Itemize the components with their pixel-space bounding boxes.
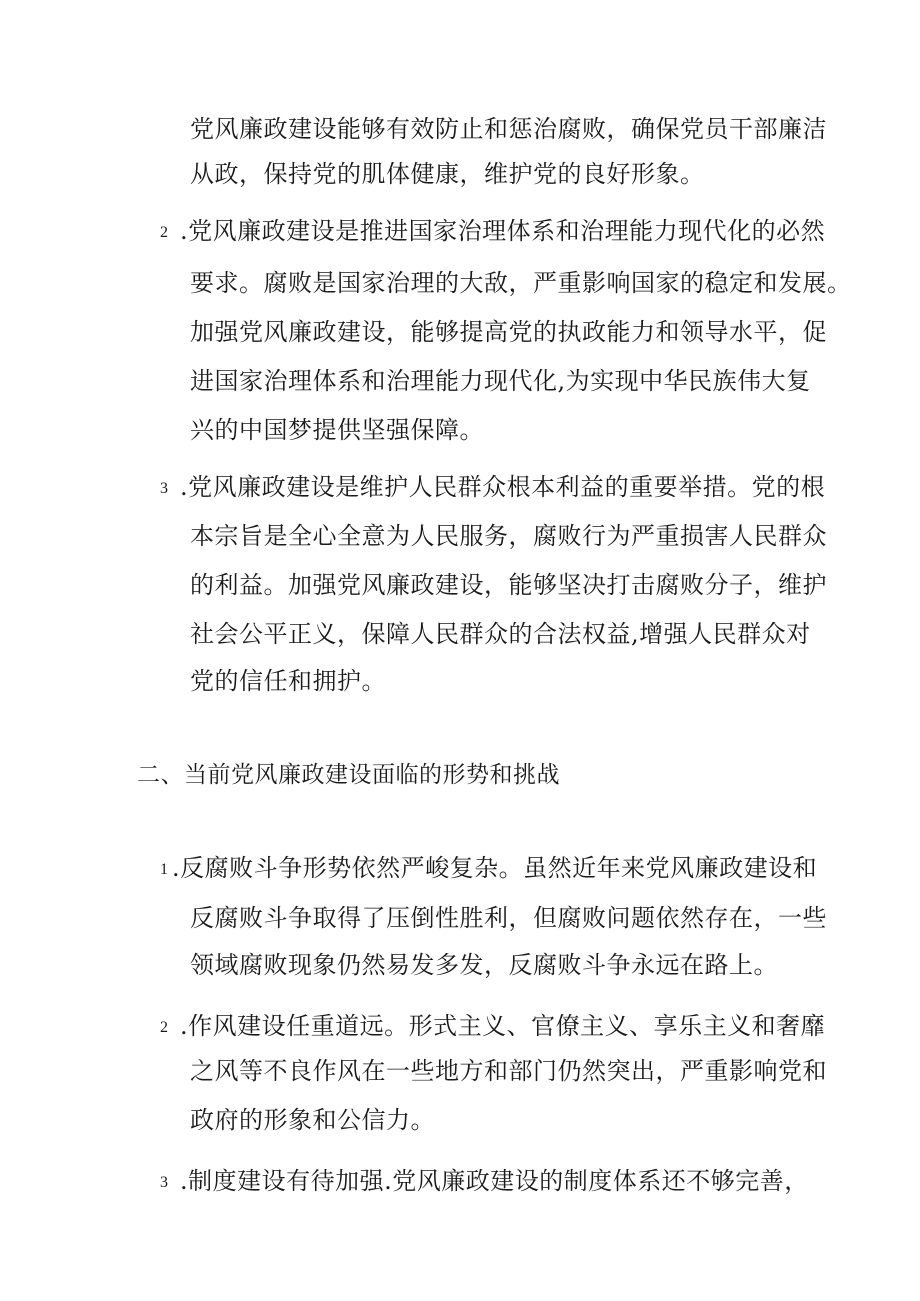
text-line: 之风等不良作风在一些地方和部门仍然突出，严重影响党和	[190, 1057, 827, 1085]
section-heading: 二、当前党风廉政建设面临的形势和挑战	[137, 762, 560, 788]
item-number: 3	[160, 480, 168, 497]
text-line: 党的信任和拥护。	[190, 667, 386, 695]
text-line: 党风廉政建设能够有效防止和惩治腐败，确保党员干部廉洁	[190, 115, 827, 143]
text-line: 从政，保持党的肌体健康，维护党的良好形象。	[190, 160, 705, 188]
text-line: 反腐败斗争取得了压倒性胜利，但腐败问题依然存在，一些	[190, 904, 827, 932]
text-line: 的利益。加强党风廉政建设，能够坚决打击腐败分子，维护	[190, 571, 827, 599]
text-line: 本宗旨是全心全意为人民服务，腐败行为严重损害人民群众	[190, 522, 827, 550]
text-line: 兴的中国梦提供坚强保障。	[190, 416, 484, 444]
text-line: 社会公平正义，保障人民群众的合法权益,增强人民群众对	[190, 620, 811, 648]
text-line: 政府的形象和公信力。	[190, 1106, 435, 1134]
text-line: .制度建设有待加强.党风廉政建设的制度体系还不够完善，	[180, 1167, 809, 1195]
text-line: .党风廉政建设是维护人民群众根本利益的重要举措。党的根	[180, 473, 826, 501]
text-line: 领域腐败现象仍然易发多发，反腐败斗争永远在路上。	[190, 951, 778, 979]
text-line: 加强党风廉政建设，能够提高党的执政能力和领导水平，促	[190, 318, 827, 346]
text-line: .党风廉政建设是推进国家治理体系和治理能力现代化的必然	[180, 217, 826, 245]
item-number: 2	[160, 224, 168, 241]
text-line: 要求。腐败是国家治理的大敌，严重影响国家的稳定和发展。	[190, 269, 852, 297]
item-number: 3	[160, 1174, 168, 1191]
item-number: 2	[160, 1019, 168, 1036]
text-line: 进国家治理体系和治理能力现代化,为实现中华民族伟大复	[190, 367, 811, 395]
text-line: .作风建设任重道远。形式主义、官僚主义、享乐主义和奢靡	[180, 1012, 826, 1040]
item-number: 1	[160, 861, 168, 878]
text-line: .反腐败斗争形势依然严峻复杂。虽然近年来党风廉政建设和	[172, 854, 818, 882]
